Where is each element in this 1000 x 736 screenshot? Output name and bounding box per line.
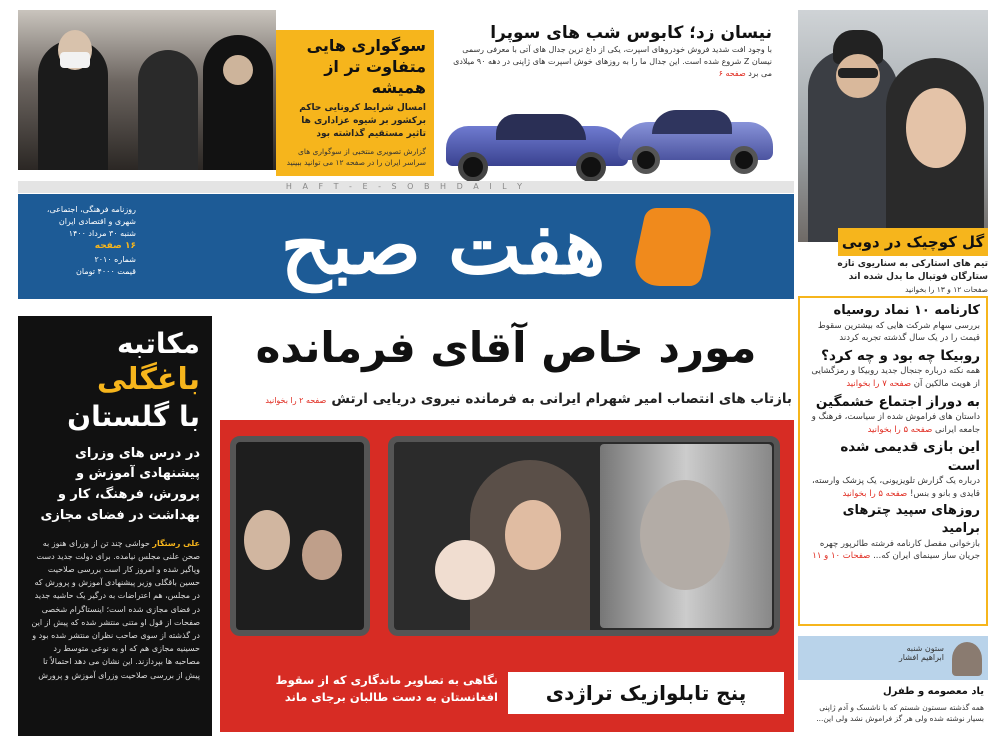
column-label: ستون شنبه [906, 644, 944, 653]
photo-caption-bar [232, 666, 784, 720]
dubai-body: تیم های استارکی به سناریوی تازه ستارگان فوتبال ما بدل شده اند صفحات ۱۲ و ۱۳ را بخوانید [837, 259, 988, 295]
caption-title-box [508, 672, 784, 714]
left-body: علی رستگار حواشی چند تن از وزرای هنوز به صحن علنی مجلس نیامده. برای دولت جدید دست وپاگیر شده و امروز کار است بررسی صلاحیت حسین باقگلی وزیر پیشنهادی آموزش و پرورش که در مجلس، هم اعتراضات به درگیر یک حاشیه جدید در فضای مجازی شده است؛ اینستاگرام شخصی صفحات از قول او متنی منتشر شده که پیش از این در گذشته از سوی صاحب نظران منتشر شده بود و حسینیه مجازی هم که او به نوعی متوسط رد مصاحبه ها بپردازند. این نشان می دهد احتمالاً تا پیش از بررسی صلاحیت وزرای آموزش و پرورش [31, 538, 200, 680]
masthead-logo[interactable] [228, 194, 658, 299]
mourning-photo[interactable] [18, 10, 276, 170]
nissan-body: با وجود افت شدید فروش خودروهای اسپرت، یکی از داغ ترین جدال های آتی با معرفی رسمی نیسان Z شروع شده است. این جدال ما را به روزهای خوش اسپرت های ژاپنی در دهه ۹۰ میلادی می برد صفحه ۶ [453, 45, 772, 79]
nissan-headline[interactable]: نیسان زد؛ کابوس شب های سوپرا [490, 23, 772, 43]
dubai-photo[interactable] [798, 10, 988, 242]
right-item-2[interactable]: روبیکا چه بود و چه کرد؟ همه نکته درباره جنجال جدید روبیکا و رمزگشایی از هویت مالکین آن صفحه ۷ را بخوانید [811, 348, 980, 390]
caption-text: نگاهی به تصاویر ماندگاری که از سقوط افغانستان به دست طالبان برجای ماند [275, 673, 498, 705]
dubai-headline-box [838, 228, 988, 256]
left-subhead: در درس های وزرای پیشنهادی آموزش و پرورش، فرهنگ، کار و بهداشت در فضای مجازی [40, 445, 200, 523]
mourning-story [276, 30, 434, 176]
left-feature [18, 316, 212, 736]
left-headline-1[interactable]: مکاتبه [116, 327, 200, 360]
car-image-1[interactable] [436, 108, 636, 180]
dubai-headline[interactable]: گل کوچیک در دوبی [841, 233, 985, 251]
right-item-5[interactable]: روزهای سپید چترهای برامید بازخوانی مفصل کارنامه فرشته طائرپور چهره جریان ساز سینمای ایران که... صفحات ۱۰ و ۱۱ [812, 503, 980, 562]
masthead-info: روزنامه فرهنگی، اجتماعی، شهری و اقتصادی ایران شنبه ۳۰ مرداد ۱۴۰۰ ۱۶ صفحه شماره ۲۰۱۰ قیمت ۴۰۰۰ تومان [46, 205, 136, 276]
left-headline-2[interactable]: باغگلی [96, 362, 200, 397]
main-subheadline: بازتاب های انتصاب امیر شهرام ایرانی به فرمانده نیروی دریایی ارتش صفحه ۲ را بخوانید [265, 391, 792, 407]
column-header [798, 636, 988, 680]
column-title[interactable]: یاد معصومه و طفرل [882, 686, 984, 697]
right-item-4[interactable]: این بازی قدیمی شده است درباره یک گزارش تلویزیونی، یک پزشک وارسته، قایدی و بانو و بنس! صفحه ۵ را بخوانید [811, 439, 980, 499]
right-item-1[interactable]: کارنامه ۱۰ نماد روسیاه بررسی سهام شرکت هایی که بیشترین سقوط قیمت را در یک سال گذشته تجربه کردند [817, 303, 980, 344]
column-box [798, 636, 988, 736]
column-text: همه گذشته سستون شستم که با ناشسک و آدم ژاپنی بسیار نوشته شده ولی هر گز فراموش نشد ولی این... [816, 703, 984, 724]
column-author: ابراهیم افشار [898, 653, 944, 662]
right-column [798, 296, 988, 626]
car-image-2[interactable] [612, 104, 777, 176]
left-headline-3[interactable]: با گلستان [67, 399, 200, 433]
mourning-caption: گزارش تصویری منتخبی از سوگواری های سراسر ایران را در صفحه ۱۲ می توانید ببینید [286, 146, 426, 167]
mourning-headline[interactable]: سوگواری هایی متفاوت تر از همیشه [306, 36, 426, 97]
right-item-3[interactable]: به دوراز اجتماع خشمگین داستان های فراموش شده از سیاست، فرهنگ و جامعه ایرانی صفحه ۵ را بخوانید [811, 393, 980, 435]
main-headline[interactable]: مورد خاص آقای فرمانده [255, 323, 757, 372]
logo-seven-icon [630, 208, 717, 286]
masthead [18, 194, 794, 299]
caption-title[interactable]: پنج تابلوازیک تراژدی [545, 681, 747, 705]
spaced-banner: H A F T - E - S O B H D A I L Y [18, 181, 794, 193]
mourning-body: امسال شرایط کرونایی حاکم برکشور بر شیوه عزاداری ها تاثیر مستقیم گذاشته بود [299, 103, 426, 140]
columnist-avatar [952, 642, 982, 676]
logo-text: هفت صبح [280, 201, 606, 292]
